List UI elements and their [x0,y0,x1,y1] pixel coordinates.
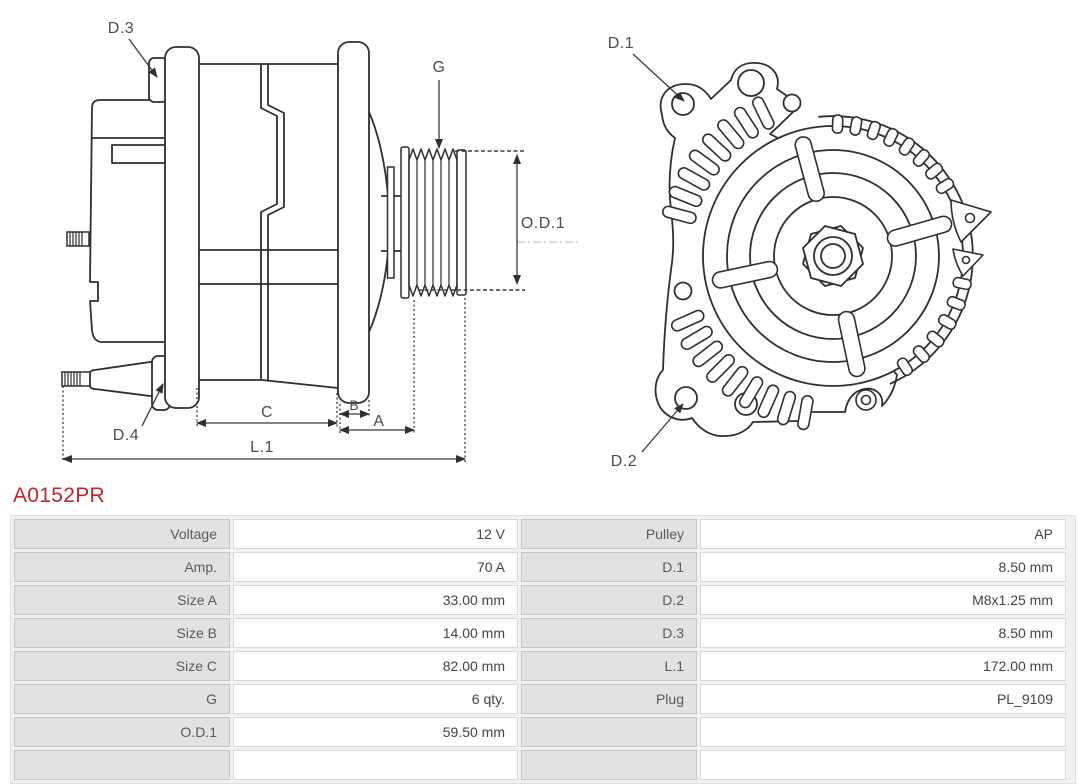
spec-label-cell: L.1 [521,651,697,681]
spec-label-cell: O.D.1 [14,717,230,747]
spec-label-cell: Size B [14,618,230,648]
spec-value-cell: 8.50 mm [700,552,1066,582]
spec-value-cell: 6 qty. [233,684,518,714]
label-d1: D.1 [607,35,635,52]
rear-housing [90,100,170,342]
spec-label-cell: Size C [14,651,230,681]
spec-label-cell: Voltage [14,519,230,549]
label-a: A [373,413,385,430]
label-b: B [349,397,359,413]
spec-value-cell: 8.50 mm [700,618,1066,648]
spec-value-cell: 172.00 mm [700,651,1066,681]
side-view-drawing [0,0,580,480]
spec-label-cell: Size A [14,585,230,615]
spec-label-cell: Plug [521,684,697,714]
label-od1: O.D.1 [520,215,566,232]
spec-value-cell: AP [700,519,1066,549]
label-d4: D.4 [112,427,140,444]
spec-label-cell: G [14,684,230,714]
label-g: G [432,59,446,76]
spec-value-cell: 70 A [233,552,518,582]
label-d2: D.2 [610,453,638,470]
spec-value-cell [700,750,1066,780]
spec-label-cell: Pulley [521,519,697,549]
label-l1: L.1 [250,439,274,456]
spec-label-cell: D.1 [521,552,697,582]
spec-value-cell: 59.50 mm [233,717,518,747]
label-c: C [260,404,274,421]
alternator-body [199,64,401,388]
spec-label-cell [521,750,697,780]
spec-value-cell: PL_9109 [700,684,1066,714]
spec-label-cell [14,750,230,780]
pulley [401,147,466,298]
part-number: A0152PR [13,484,105,507]
spec-label-cell: D.3 [521,618,697,648]
front-view-drawing [580,0,1080,480]
mounting-brackets [165,42,369,408]
spec-label-cell [521,717,697,747]
spec-value-cell [700,717,1066,747]
spec-value-cell: 12 V [233,519,518,549]
spec-value-cell: M8x1.25 mm [700,585,1066,615]
spec-value-cell: 82.00 mm [233,651,518,681]
spec-table [10,515,1076,784]
spec-label-cell: D.2 [521,585,697,615]
spec-value-cell [233,750,518,780]
label-d3: D.3 [107,20,135,37]
shaft-spacer [388,167,395,278]
spec-label-cell: Amp. [14,552,230,582]
spec-value-cell: 33.00 mm [233,585,518,615]
spec-value-cell: 14.00 mm [233,618,518,648]
mounting-ears [90,58,170,410]
